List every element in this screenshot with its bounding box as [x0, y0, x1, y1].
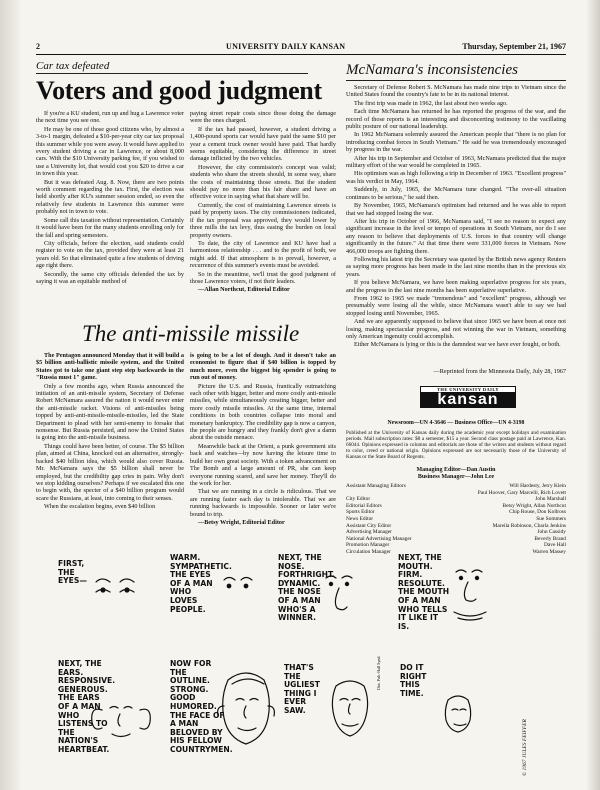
missile-paragraph: is going to be a lot of dough. And it doesn't take an economist to figure that if $40 billion is topped by much more, even the biggest big spender is going to run out of money. [190, 352, 336, 382]
eyes-sketch [224, 578, 252, 588]
staff-name: Beverly Brand [534, 535, 566, 542]
cartoon-panel-6-caption: NOW FOR THE OUTLINE. STRONG. GOOD HUMORED. THE FACE OF A MAN BELOVED BY HIS FELLOW COUNTRYMEN. [170, 659, 233, 754]
staff-role: Editorial Editors [346, 502, 382, 509]
staff-row [346, 523, 566, 530]
missile-paragraph: Meanwhile back at the Orient, a punk government sits back and watches—by now having the leisure time to build her own great society. With a token advancement on The Bomb and a large amount of PR, she can keep everyone running scared, and save her money. They'll do the work for her. [190, 442, 336, 487]
missile-paragraph: That we are running in a circle is ridiculous. That we are running faster each day is intolerable. That we are running backwards is impossible. Sooner or later we're bound to trip. [190, 488, 336, 518]
staff-row [346, 483, 566, 490]
staff-role: Assistant Managing Editors [346, 483, 406, 489]
car-tax-column-2 [190, 110, 336, 336]
staff-name: Sue Sommers [536, 515, 566, 522]
staff-name: Paul Hoover, Gary Marcelli, Rich Lovett [477, 489, 566, 496]
car-tax-paragraph: City officials, before the election, said students could register to vote on the tax, provided they were at least 21 years old. So that eliminated quite a few students of driving age right there. [36, 239, 184, 270]
staff-role: News Editor [346, 515, 374, 522]
mcnamara-paragraph: Each time McNamara has returned he has reported the progress of the war, and the record of those reports is an interesting and disconcerting testimony to the vacillating public posture of our national leadership. [346, 108, 566, 131]
mcnamara-paragraph: After his trip in September and October of 1963, McNamara predicted that the major military effort of the war would be completed in 1965. [346, 154, 566, 170]
syndicate-credit: Dist. Pub.-Hall Synd. [376, 655, 381, 690]
mcnamara-paragraph: After his trip in October of 1966, McNamara said, "I see no reason to expect any significant increase in the level or tempo of operations in South Vietnam, nor do I see any reason to believe that deployments of U.S. forces to that country will change significantly in the future." At that time there were 331,000 forces in Vietnam. Now 466,000 troops are fighting there. [346, 217, 566, 255]
missile-paragraph: When the escalation begins, even $40 billion [44, 503, 156, 511]
masthead [36, 42, 566, 55]
binding-shadow-right [586, 0, 600, 790]
cartoon-panel-8-caption: DO IT RIGHT THIS TIME. [400, 663, 427, 698]
flag-managers [346, 467, 566, 481]
staff-name: Mareila Robinson, Charla Jenkins [492, 522, 566, 529]
staff-row [346, 529, 566, 536]
staff-role: National Advertising Manager [346, 535, 412, 542]
cartoon-panel-5-caption: NEXT, THE EARS. RESPONSIVE. GENEROUS. THE EARS OF A MAN WHO LISTENS TO THE NATION'S HEARTBEAT. [58, 659, 116, 754]
cartoon-panel-1-caption: FIRST, THE EYES— [58, 559, 87, 586]
mcnamara-paragraph: Following his latest trip the Secretary was quoted by the British news agency Reuters as saying more progress has been made in the last nine months than in the previous six years. [346, 255, 566, 278]
missile-paragraph: Only a few months ago, when Russia announced the initiation of an anti-missile system, Secretary of Defense Robert McNamara assured the nation it would never enter the anti-missile racket. Visions of anti-missiles being topped by anti-anti-missile-missile-missiles, led the State Department to plead with her semi-enemy to forsake that nonsense. But Russia persisted, and now the United States is going into the anti-missile business. [36, 382, 184, 442]
staff-row [346, 509, 566, 516]
car-tax-paragraph: So in the meantime, we'll trust the good judgment of those Lawrence voters, if not their leaders. [190, 270, 336, 285]
mcnamara-rule [346, 80, 566, 81]
mcnamara-column [346, 84, 566, 366]
car-tax-signature: —Allan Northcut, Editorial Editor [198, 286, 290, 294]
missile-paragraph: Picture the U.S. and Russia, frantically outmatching each other with bigger, better and more costly anti-missile missiles, while simultaneously creating bigger, better and more costly missile missiles. At the same time, internal conditions in both countries collapse into moral and monetary bankruptcy. The credibility gap is now a canyon, the people are hungry and they frankly don't give a damn about the outside menace. [190, 382, 336, 442]
staff-name: Will Hardesty, Jerry Klein [509, 483, 566, 489]
face-outline-sketch [332, 681, 367, 736]
mcnamara-kicker: McNamara's inconsistencies [346, 62, 518, 78]
cartoon-panel-4-caption: NEXT, THE MOUTH. FIRM. RESOLUTE. THE MOUTH OF A MAN WHO TELLS IT LIKE IT IS. [398, 553, 450, 631]
missile-paragraph: The Pentagon announced Monday that it will build a $5 billion anti-ballistic missile system, and the United States got to take one giant step step backwards in the "Russia must 1" game. [36, 352, 184, 382]
mcnamara-paragraph: And we are apparently supposed to believe that since 1965 we have been at once not losing, making spectacular progress, and not winning the war in Vietnam, something only American ingenuity could accomplish. [346, 318, 566, 340]
car-tax-paragraph: Secondly, the same city officials defended the tax by saying it was an equitable method of [36, 270, 184, 285]
staff-role: Promotion Manager [346, 542, 390, 549]
flag-phones: Newsroom—UN 4-3646 — Business Office—UN 4-3198 [387, 420, 525, 426]
staff-role: City Editor [346, 496, 371, 503]
flag-notice: Published at the University of Kansas daily during the academic year except holidays and examination periods. Mail subscription rates: $8 a semester, $15 a year. Second class postage paid at Lawrence, Kan. 66044. Opinions expressed in columns and editorials are those of the writers and students without regard to color, creed or national origin. Opinions expressed are not necessarily those of the University of Kansas or the State Board of Regents. [346, 430, 566, 460]
mcnamara-paragraph: Suddenly, in July, 1965, the McNamara tune changed. "The over-all situation continues to be serious," he said then. [346, 186, 566, 201]
kansan-flag [420, 386, 516, 408]
missile-paragraph: Things could have been better, of course. The $5 billion plan, aimed at China, knocked out an alternative, strongly-backed $40 billion idea, which would also cover Russia. Mr. McNamara says the $5 billion shall never be employed, but the credibility gap cries in pain. Why don't we stop kidding ourselves? Perhaps if we escalated this one to begin with, the specter of a $40 billion program would scare the Russians, at least, into coming to their senses. [36, 442, 184, 502]
car-tax-paragraph: To date, the city of Lawrence and KU have had a harmonious relationship . . . and to the profit of both, we might add. If that atmosphere is to prevail, however, a recurrence of this summer's events must be avoided. [190, 239, 336, 270]
staff-name: Warren Massey [532, 548, 566, 555]
face-outline-sketch [445, 696, 470, 732]
staff-role: Sports Editor [346, 509, 375, 516]
paper-name: UNIVERSITY DAILY KANSAN [226, 42, 346, 51]
missile-headline: The anti-missile missile [82, 321, 300, 346]
mcnamara-paragraph: By November, 1965, McNamara's optimism had returned and he was able to report that we had stopped losing the war. [346, 202, 566, 217]
staff-name: Betsy Wright, Allan Northcut [502, 502, 566, 509]
binding-shadow-left [0, 0, 22, 790]
issue-date: Thursday, September 21, 1967 [462, 42, 566, 51]
mcnamara-paragraph: His optimism was as high following a trip in December of 1963. "Excellent progress" was his verdict in May, 1964. [346, 170, 566, 185]
eyes-sketch [96, 579, 134, 592]
staff-row [346, 496, 566, 503]
car-tax-headline: Voters and good judgment [36, 76, 322, 105]
car-tax-paragraph: Some call this taxation without representation. Certainly it would have been for the many students enrolling only for the fall and spring semesters. [36, 216, 184, 239]
feiffer-cartoon [36, 540, 566, 780]
page-number: 2 [36, 42, 40, 51]
mcnamara-reprint: —Reprinted from the Minnesota Daily, July 28, 1967 [433, 368, 566, 375]
staff-name: John Marshall [535, 496, 566, 503]
car-tax-paragraph: He may be one of those good citizens who, by almost a 3-to-1 margin, defeated a $10-per-year city car tax proposal this summer while you were away. It would have applied to every student driving a car in Lawrence, or about 8,000 cars. With the $10 University parking fee, if you wished to use a University lot, that would cost you $20 to drive a car in town this year. [36, 125, 184, 178]
flag-logo: kansan [421, 392, 515, 407]
cartoon-panel-2-caption: WARM. SYMPATHETIC. THE EYES OF A MAN WHO LOVES PEOPLE. [170, 553, 232, 614]
managing-editor: Managing Editor—Dan Austin [416, 467, 496, 473]
staff-name: Chip Rouse, Don Kollross [509, 509, 566, 516]
car-tax-paragraph: paying street repair costs since those doing the damage were the ones charged. [190, 110, 336, 125]
cartoon-copyright: © 1967 JULES FEIFFER [522, 719, 528, 776]
car-tax-paragraph: But it was defeated Aug. 8. Now, there are two points worth comment regarding the tax. First, the election was held shortly after KU's summer session ended, so even the relatively few students in Lawrence this summer were probably not in town to vote. [36, 178, 184, 216]
mcnamara-paragraph: If you believe McNamara, we have been making superlative progress for six years, and the progress in the last nine months has been superlative superlative. [346, 279, 566, 294]
cartoon-panel-3-caption: NEXT, THE NOSE. FORTHRIGHT. DYNAMIC. THE NOSE OF A MAN WHO'S A WINNER. [278, 553, 335, 623]
nose-sketch [326, 576, 352, 610]
mcnamara-paragraph: Either McNamara is lying or this is the damndest war we have ever fought, or both. [354, 341, 561, 349]
staff-role: Circulation Manager [346, 548, 391, 555]
missile-signature: —Betsy Wright, Editorial Editor [198, 518, 285, 526]
car-tax-paragraph: If the tax had passed, however, a student driving a 1,400-pound sports car would have paid the same $10 per year a cement truck owner would have paid. That hardly seems equitable, considering the difference in street damage inflicted by the two vehicles. [190, 125, 336, 163]
car-tax-paragraph: If you're a KU student, run up and hug a Lawrence voter the next time you see one. [36, 110, 184, 125]
mcnamara-paragraph: In 1962 McNamara solemnly assured the American people that "there is no plan for introducing combat forces in South Vietnam." He said he was tremendously encouraged by progress in the war. [346, 131, 566, 154]
face-outline-sketch [218, 673, 275, 744]
kicker-rule [36, 73, 308, 74]
staff-name: Dave Hall [543, 542, 566, 549]
mcnamara-paragraph: Secretary of Defense Robert S. McNamara has made nine trips to Vietnam since the United States found the country's fate to be in its national interest. [346, 84, 566, 99]
car-tax-kicker: Car tax defeated [36, 60, 110, 72]
staff-row [346, 490, 566, 497]
car-tax-column-1 [36, 110, 184, 328]
mcnamara-paragraph: From 1962 to 1965 we made "tremendous" and "excellent" progress, although we presumably were losing all the while, since McNamara wasn't able to say we had stopped losing until November, 1965. [346, 294, 566, 317]
missile-column-1 [36, 352, 184, 532]
mouth-sketch [454, 570, 486, 620]
staff-row [346, 503, 566, 510]
cartoon-panel-7-caption: THAT'S THE UGLIEST THING I EVER SAW. [284, 663, 320, 715]
missile-column-2 [190, 352, 336, 532]
staff-name: John Cassidy [537, 529, 566, 536]
mcnamara-paragraph: The first trip was made in 1962, the last about two weeks ago. [354, 99, 508, 107]
car-tax-paragraph: However, the city commission's concept was valid; students who share the streets should, in some way, share the costs of maintaining those streets. But the student should pay no more than his fair share and have an effective voice in saying what that share will be. [190, 163, 336, 201]
staff-role: Advertising Manager [346, 529, 392, 536]
car-tax-paragraph: Currently, the cost of maintaining Lawrence streets is paid by property taxes. The city commissioners indicated, if the tax proposal was approved, they would lower by three mills the tax levy, thus easing the burden on local property owners. [190, 201, 336, 239]
business-manager: Business Manager—John Lee [417, 474, 495, 480]
staff-row [346, 516, 566, 523]
flag-top-line: THE UNIVERSITY DAILY [437, 387, 499, 392]
staff-role: Assistant City Editor [346, 522, 392, 529]
